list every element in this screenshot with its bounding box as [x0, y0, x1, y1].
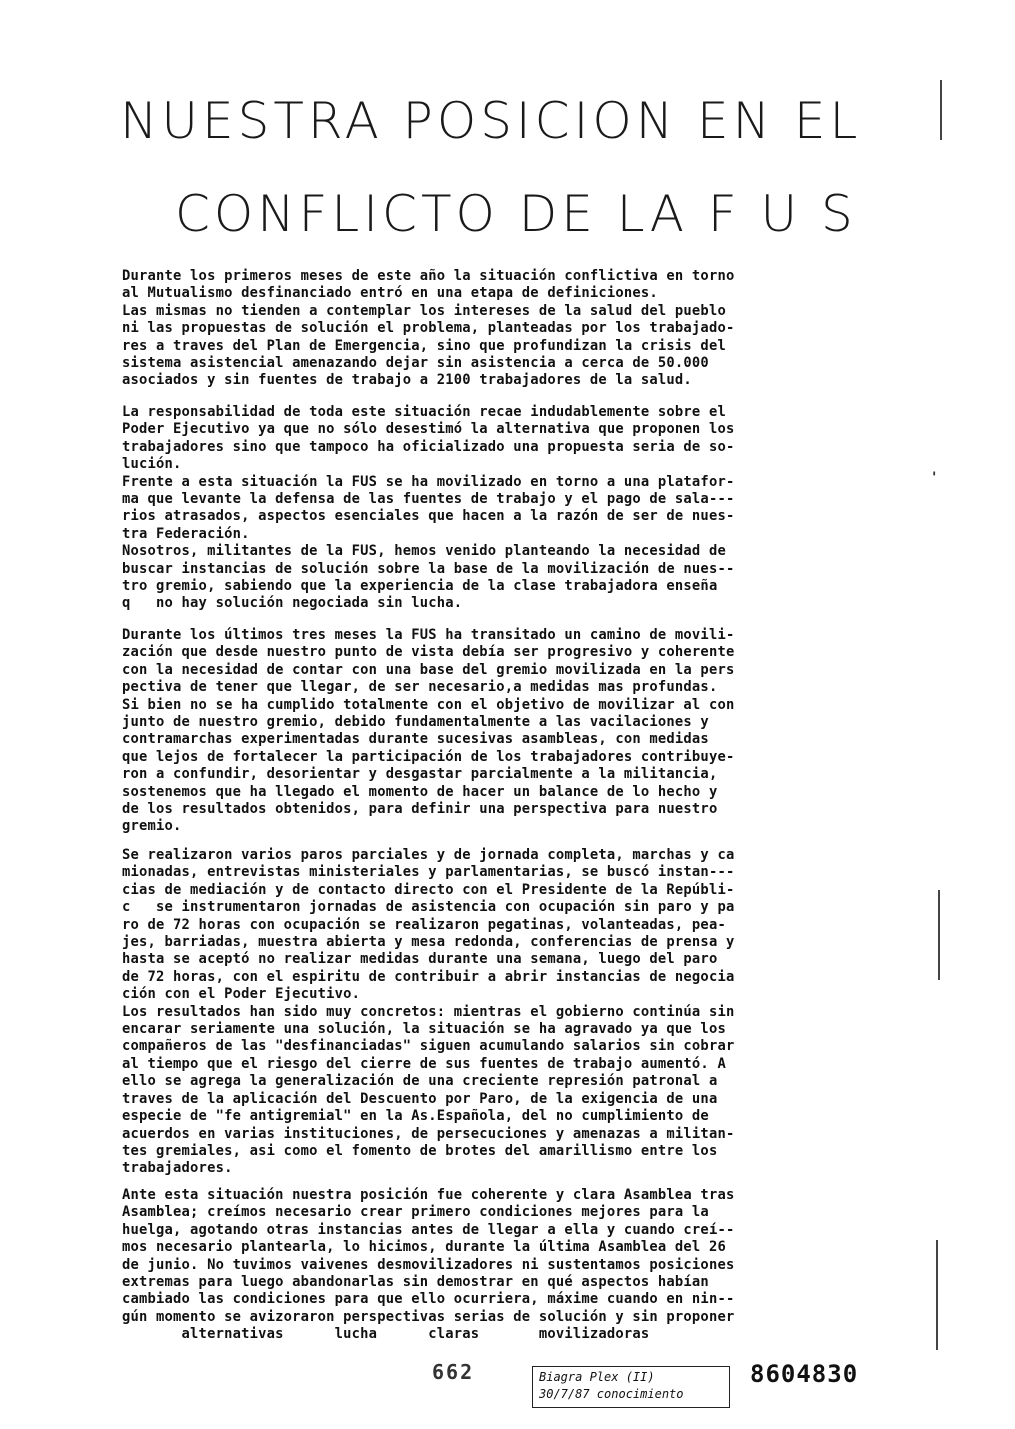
paragraph-1: Durante los primeros meses de este año la situación conflictiva en torno al Mutualismo desfinanciado entró en una etapa de definiciones. Las mismas no tienden a contemplar los intereses de la salud del pueblo ni las propuestas de solución el problema, planteadas por los trabajado- res a traves del Plan de Emergencia, sino que profundizan la crisis del sistema asistencial amenazando dejar sin asistencia a cerca de 50.000 asociados y sin fuentes de trabajo a 2100 trabajadores de la salud.	[122, 268, 735, 389]
margin-rule-right-lower	[938, 890, 940, 980]
document-code: 8604830	[750, 1360, 859, 1388]
margin-rule-right	[940, 80, 942, 140]
handwritten-stamp	[532, 1366, 730, 1408]
stamp-line-2: 30/7/87 conocimiento	[539, 1387, 684, 1401]
margin-tick-mark: '	[930, 470, 939, 486]
paragraph-5: Ante esta situación nuestra posición fue coherente y clara Asamblea tras Asamblea; creímos necesario crear primero condiciones mejores para la huelga, agotando otras instancias antes de llegar a ella y cuando creí-- mos necesario plantearla, lo hicimos, durante la última Asamblea del 26 de junio. No tuvimos vaivenes desmovilizadores ni sustentamos posiciones extremas para luego abandonarlas sin demostrar en qué aspectos habían cambiado las condiciones para que ello ocurriera, máxime cuando en nin-- gún momento se avizoraron perspectivas serias de solución y sin proponer alternativas lucha claras movilizadoras	[122, 1187, 735, 1343]
page-number: 662	[432, 1360, 475, 1384]
paragraph-4: Se realizaron varios paros parciales y de jornada completa, marchas y ca mionadas, entrevistas ministeriales y parlamentarias, se buscó instan--- cias de mediación y de contacto directo con el Presidente de la Repúbli- c se instrumentaron jornadas de asistencia con ocupación sin paro y pa ro de 72 horas con ocupación se realizaron pegatinas, volanteadas, pea- jes, barriadas, muestra abierta y mesa redonda, conferencias de prensa y hasta se aceptó no realizar medidas durante una semana, luego del paro de 72 horas, con el espiritu de contribuir a abrir instancias de negocia ción con el Poder Ejecutivo. Los resultados han sido muy concretos: mientras el gobierno continúa sin encarar seriamente una solución, la situación se ha agravado ya que los compañeros de las "desfinanciadas" siguen acumulando salarios sin cobrar al tiempo que el riesgo del cierre de sus fuentes de trabajo aumentó. A ello se agrega la generalización de una creciente represión patronal a traves de la aplicación del Descuento por Paro, de la exigencia de una especie de "fe antigremial" en la As.Española, del no cumplimiento de acuerdos en varias instituciones, de persecuciones y amenazas a militan- tes gremiales, asi como el fomento de brotes del amarillismo entre los trabajadores.	[122, 847, 735, 1177]
margin-rule-right-bottom	[936, 1240, 938, 1350]
paragraph-3: Durante los últimos tres meses la FUS ha transitado un camino de movili- zación que desde nuestro punto de vista debía ser progresivo y coherente con la necesidad de contar con una base del gremio movilizada en la pers pectiva de tener que llegar, de ser necesario,a medidas mas profundas. Si bien no se ha cumplido totalmente con el objetivo de movilizar al con junto de nuestro gremio, debido fundamentalmente a las vacilaciones y contramarchas experimentadas durante sucesivas asambleas, con medidas que lejos de fortalecer la participación de los trabajadores contribuye- ron a confundir, desorientar y desgastar parcialmente a la militancia, sostenemos que ha llegado el momento de hacer un balance de lo hecho y de los resultados obtenidos, para definir una perspectiva para nuestro gremio.	[122, 627, 735, 835]
paragraph-2: La responsabilidad de toda este situación recae indudablemente sobre el Poder Ejecutivo ya que no sólo desestimó la alternativa que proponen los trabajadores sino que tampoco ha oficializado una propuesta seria de so- lución. Frente a esta situación la FUS se ha movilizado en torno a una platafor- ma que levante la defensa de las fuentes de trabajo y el pago de sala--- rios atrasados, aspectos esenciales que hacen a la razón de ser de nues- tra Federación. Nosotros, militantes de la FUS, hemos venido planteando la necesidad de buscar instancias de solución sobre la base de la movilización de nues-- tro gremio, sabiendo que la experiencia de la clase trabajadora enseña q no hay solución negociada sin lucha.	[122, 404, 735, 612]
document-title-line-2: CONFLICTO DE LA F U S	[175, 185, 857, 243]
stamp-line-1: Biagra Plex (II)	[539, 1370, 655, 1384]
document-title-line-1: NUESTRA POSICION EN EL	[120, 92, 862, 150]
